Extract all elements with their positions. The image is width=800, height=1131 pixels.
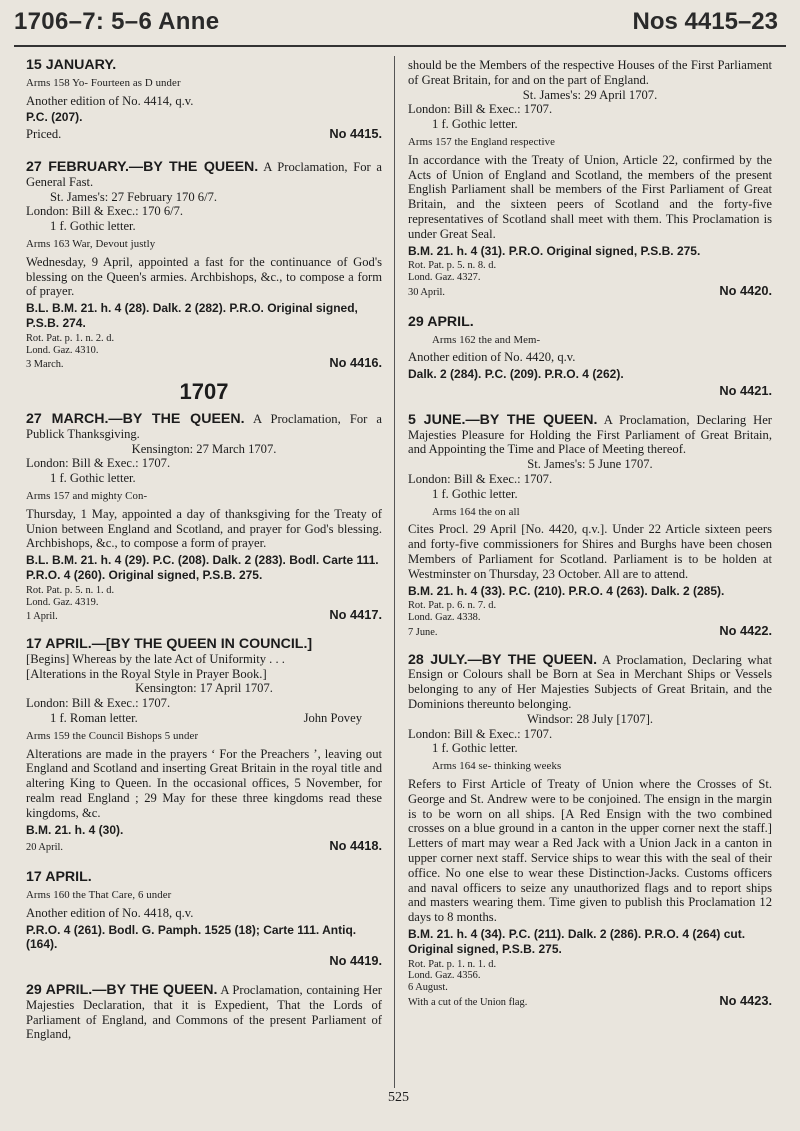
printer-line: London: Bill & Exec.: 170 6/7. (26, 204, 184, 219)
printer-line: London: Bill & Exec.: 1707. (408, 102, 553, 117)
patent-ref: Rot. Pat. p. 1. n. 1. d. (408, 958, 497, 970)
entry-footer (26, 839, 382, 854)
publication-date: 6 August. (408, 982, 448, 994)
gazette-ref: Lond. Gaz. 4310. (26, 344, 99, 356)
edition-note: Another edition of No. 4420, q.v. (408, 350, 576, 365)
entry-number: No 4419. (329, 953, 382, 969)
entry-number: No 4420. (719, 282, 772, 298)
place-date: Kensington: 17 April 1707. (135, 681, 273, 696)
printer-line: London: Bill & Exec.: 1707. (408, 471, 553, 486)
entry-number: No 4415. (329, 126, 382, 142)
summary: Alterations are made in the prayers ‘ For the Preachers ’, leaving out England and Scotland and inserting Great Britain in the royal title and altering King to Queen. In the occasional offices, 5 November, for realm read England ; 29 May for these three kingdoms read these kingdoms, &c. (26, 746, 382, 820)
printer-line: London: Bill & Exec.: 1707. (408, 726, 553, 741)
entry-date: 29 APRIL. (26, 982, 93, 999)
arms-line: Arms 162 the and Mem- (432, 333, 541, 346)
year-heading: 1707 (179, 379, 229, 405)
gazette-ref: Lond. Gaz. 4338. (408, 612, 481, 624)
entry-title: A Proclamation, Declaring Her Majesties Pleasure for Holding the First Parliament of Great Britain, and Appointing the Time and Place of Meeting thereof. (408, 412, 772, 457)
entry-title: A Proclamation, containing Her Majesties Declaration, that it is Expedient, That the Lords of Parliament of England, and Commons of the present Parliament of England, (26, 983, 382, 1042)
arms-line: Arms 160 the That Care, 6 under (26, 889, 172, 902)
references (26, 553, 382, 583)
format-line: 1 f. Gothic letter. (50, 219, 136, 234)
entry-date: 5 JUNE. (408, 411, 466, 428)
summary: In accordance with the Treaty of Union, Article 22, confirmed by the Acts of Union of England and Scotland, the members of the present English Parliament shall be members of the First Parliament of Great Britain, and the sixteen peers of Scotland and the forty-five representatives of Scotland shall meet with them. This Proclamation is under Great Seal. (408, 152, 772, 241)
entry-issuer: —BY THE QUEEN. (467, 651, 598, 668)
entry-heading (26, 58, 382, 73)
reference-text: B.L. B.M. 21. h. 4 (29). P.C. (208). Dalk. 2 (283). Bodl. Carte 111. P.R.O. 4 (260). Original signed, P.S.B. 275. (26, 553, 379, 582)
arms-line: Arms 159 the Council Bishops 5 under (26, 729, 199, 742)
patent-ref: Rot. Pat. p. 5. n. 8. d. (408, 260, 497, 272)
format-row (26, 711, 382, 726)
gazette-ref: Lond. Gaz. 4356. (408, 970, 481, 982)
right-column (408, 58, 772, 1018)
signer: John Povey (303, 711, 362, 726)
references (26, 301, 382, 331)
gazette-ref: Lond. Gaz. 4327. (408, 272, 481, 284)
entry-footer (408, 284, 772, 299)
place-date: Kensington: 27 March 1707. (131, 441, 277, 456)
summary: Thursday, 1 May, appointed a day of thanksgiving for the Treaty of Union between England and Scotland, and prayer for God's blessing. Archbishops, &c., to compose a form of prayer. (26, 506, 382, 551)
entry-date: 29 APRIL. (408, 313, 474, 330)
summary: Cites Procl. 29 April [No. 4420, q.v.]. Under 22 Article sixteen peers and forty-five commissioners for Shires and Burghs have been chosen Members of Parliament for Scotland. Parliament is to be holden at Westminster on Thursday, 23 October. All are to attend. (408, 522, 772, 581)
entry-heading (26, 983, 382, 1042)
references (408, 584, 772, 599)
entry-4420-start (26, 983, 382, 1042)
arms-line: Arms 158 Yo- Fourteen as D under (26, 76, 181, 89)
reference-text: Dalk. 2 (284). P.C. (209). P.R.O. 4 (262). (408, 367, 624, 382)
format-line: 1 f. Gothic letter. (50, 471, 136, 486)
entry-date: 15 JANUARY. (26, 57, 117, 73)
priced-note: Priced. (26, 127, 62, 142)
entry-date: 27 FEBRUARY. (26, 158, 129, 175)
summary: Wednesday, 9 April, appointed a fast for the continuance of God's blessing on the Queen's armies. Archbishops, &c., to compose a form of prayer. (26, 254, 382, 299)
format-line: 1 f. Gothic letter. (432, 486, 518, 501)
header-rule (14, 45, 786, 47)
entry-footer (26, 356, 382, 371)
entry-heading (26, 412, 382, 442)
printer-line: London: Bill & Exec.: 1707. (26, 696, 171, 711)
references (26, 923, 382, 953)
gazette-ref: Lond. Gaz. 4319. (26, 596, 99, 608)
entry-date: 17 APRIL. (26, 636, 92, 653)
entry-issuer: —[BY THE QUEEN IN COUNCIL.] (91, 636, 313, 653)
format-line: 1 f. Gothic letter. (432, 741, 518, 756)
running-title-left: 1706–7: 5–6 Anne (14, 8, 220, 35)
page-number: 525 (388, 1090, 409, 1105)
entry-issuer: —BY THE QUEEN. (128, 158, 259, 175)
arms-line: Arms 163 War, Devout justly (26, 237, 156, 250)
summary: Refers to First Article of Treaty of Union where the Crosses of St. George and St. Andrew were to be conjoined. The ensign in the margin is to be worn on all ships. [A Red Ensign with the two combined crosses on a blue ground in a canton in the upper corner next the staff.] Letters of mart may wear a Red Jack with a Union Jack in a canton in upper corner next staff. Service ships to wear this with the seal of their office. No one else to wear these Distinction-Jacks. Customs officers and naval officers to seize any unauthorized flags and to report ships and masters wearing them. Time given to publish this Proclamation 12 days to 8 months. (408, 777, 772, 925)
publication-date: 30 April. (408, 286, 445, 298)
patent-ref: Rot. Pat. p. 6. n. 7. d. (408, 600, 497, 612)
entry-heading (408, 653, 772, 712)
arms-line: Arms 157 and mighty Con- (26, 489, 148, 502)
patent-ref: Rot. Pat. p. 5. n. 1. d. (26, 584, 115, 596)
reference-text: B.L. B.M. 21. h. 4 (28). Dalk. 2 (282). P.R.O. Original signed, P.S.B. 274. (26, 301, 358, 330)
publication-date: 20 April. (26, 842, 63, 854)
arms-line: Arms 157 the England respective (408, 135, 556, 148)
entry-number: No 4416. (329, 355, 382, 371)
running-title-right: Nos 4415–23 (632, 8, 778, 35)
format-line: 1 f. Gothic letter. (432, 117, 518, 132)
entry-footer (26, 127, 382, 142)
reference-text: P.R.O. 4 (261). Bodl. G. Pamph. 1525 (18); Carte 111. Antiq. (164). (26, 922, 357, 952)
publication-date: 7 June. (408, 626, 438, 638)
reference-text: B.M. 21. h. 4 (34). P.C. (211). Dalk. 2 (286). P.R.O. 4 (264) cut. Original signed, P.S.B. 275. (408, 927, 746, 956)
cut-note: With a cut of the Union flag. (408, 997, 528, 1009)
entry-footer (26, 608, 382, 623)
entry-4423 (408, 653, 772, 1009)
references (408, 367, 772, 382)
reference-text: B.M. 21. h. 4 (31). P.R.O. Original signed, P.S.B. 275. (408, 243, 701, 258)
entry-4418 (26, 637, 382, 854)
entry-number: No 4417. (329, 607, 382, 623)
reference-text: B.M. 21. h. 4 (30). (26, 822, 124, 837)
entry-title: A Proclamation, For a Publick Thanksgiving. (26, 411, 382, 441)
entry-4417 (26, 412, 382, 623)
column-divider (394, 56, 395, 1088)
entry-heading (26, 160, 382, 190)
place-date: St. James's: 29 April 1707. (522, 87, 658, 102)
references (26, 110, 382, 125)
entry-title: A Proclamation, Declaring what Ensign or Colours shall be Born at Sea in Merchant Ships or Vessels belonging to any of Her Majesties Subjects of Great Britain, and the Dominions thereunto belonging. (408, 652, 772, 712)
entry-number: No 4421. (719, 382, 772, 398)
entry-footer (408, 624, 772, 639)
place-date: St. James's: 27 February 170 6/7. (50, 189, 218, 204)
patent-ref: Rot. Pat. p. 1. n. 2. d. (26, 332, 115, 344)
arms-line: Arms 164 se- thinking weeks (432, 760, 562, 773)
entry-title: A Proclamation, For a General Fast. (26, 159, 382, 189)
entry-4419 (26, 870, 382, 969)
entry-4421 (408, 315, 772, 399)
references (26, 823, 382, 838)
entry-issuer: —BY THE QUEEN. (465, 411, 598, 428)
entry-heading (408, 413, 772, 457)
left-column (26, 58, 382, 1051)
edition-note: Another edition of No. 4414, q.v. (26, 93, 194, 108)
publication-date: 3 March. (26, 359, 64, 371)
entry-4422 (408, 413, 772, 639)
arms-line: Arms 164 the on all (432, 505, 520, 518)
entry-4415 (26, 58, 382, 142)
entry-heading (26, 637, 382, 652)
reference-text: P.C. (207). (26, 110, 83, 125)
place-date: St. James's: 5 June 1707. (527, 457, 653, 472)
incipit: [Begins] Whereas by the late Act of Uniformity . . . (26, 651, 285, 666)
subject-note: [Alterations in the Royal Style in Prayer Book.] (26, 666, 267, 681)
entry-number: No 4418. (329, 838, 382, 854)
entry-4420-continued (408, 58, 772, 299)
references (408, 244, 772, 259)
entry-issuer: —BY THE QUEEN. (108, 410, 245, 427)
format-line: 1 f. Roman letter. (50, 711, 138, 726)
entry-title-continued: should be the Members of the respective Houses of the First Parliament of Great Britain, for and on the part of England. (408, 58, 772, 87)
reference-text: B.M. 21. h. 4 (33). P.C. (210). P.R.O. 4 (263). Dalk. 2 (285). (408, 583, 725, 598)
entry-heading (26, 870, 382, 885)
page-header (0, 0, 800, 52)
entry-4416 (26, 160, 382, 371)
place-date: Windsor: 28 July [1707]. (526, 711, 654, 726)
entry-footer (408, 994, 772, 1009)
entry-date: 17 APRIL. (26, 869, 92, 886)
entry-heading (408, 315, 772, 330)
entry-date: 27 MARCH. (26, 410, 109, 427)
edition-note: Another edition of No. 4418, q.v. (26, 905, 194, 920)
entry-number: No 4423. (719, 993, 772, 1009)
references (408, 927, 772, 957)
entry-issuer: —BY THE QUEEN. (92, 982, 218, 999)
entry-date: 28 JULY. (408, 651, 468, 668)
printer-line: London: Bill & Exec.: 1707. (26, 456, 171, 471)
publication-date: 1 April. (26, 611, 58, 623)
entry-number: No 4422. (719, 622, 772, 638)
